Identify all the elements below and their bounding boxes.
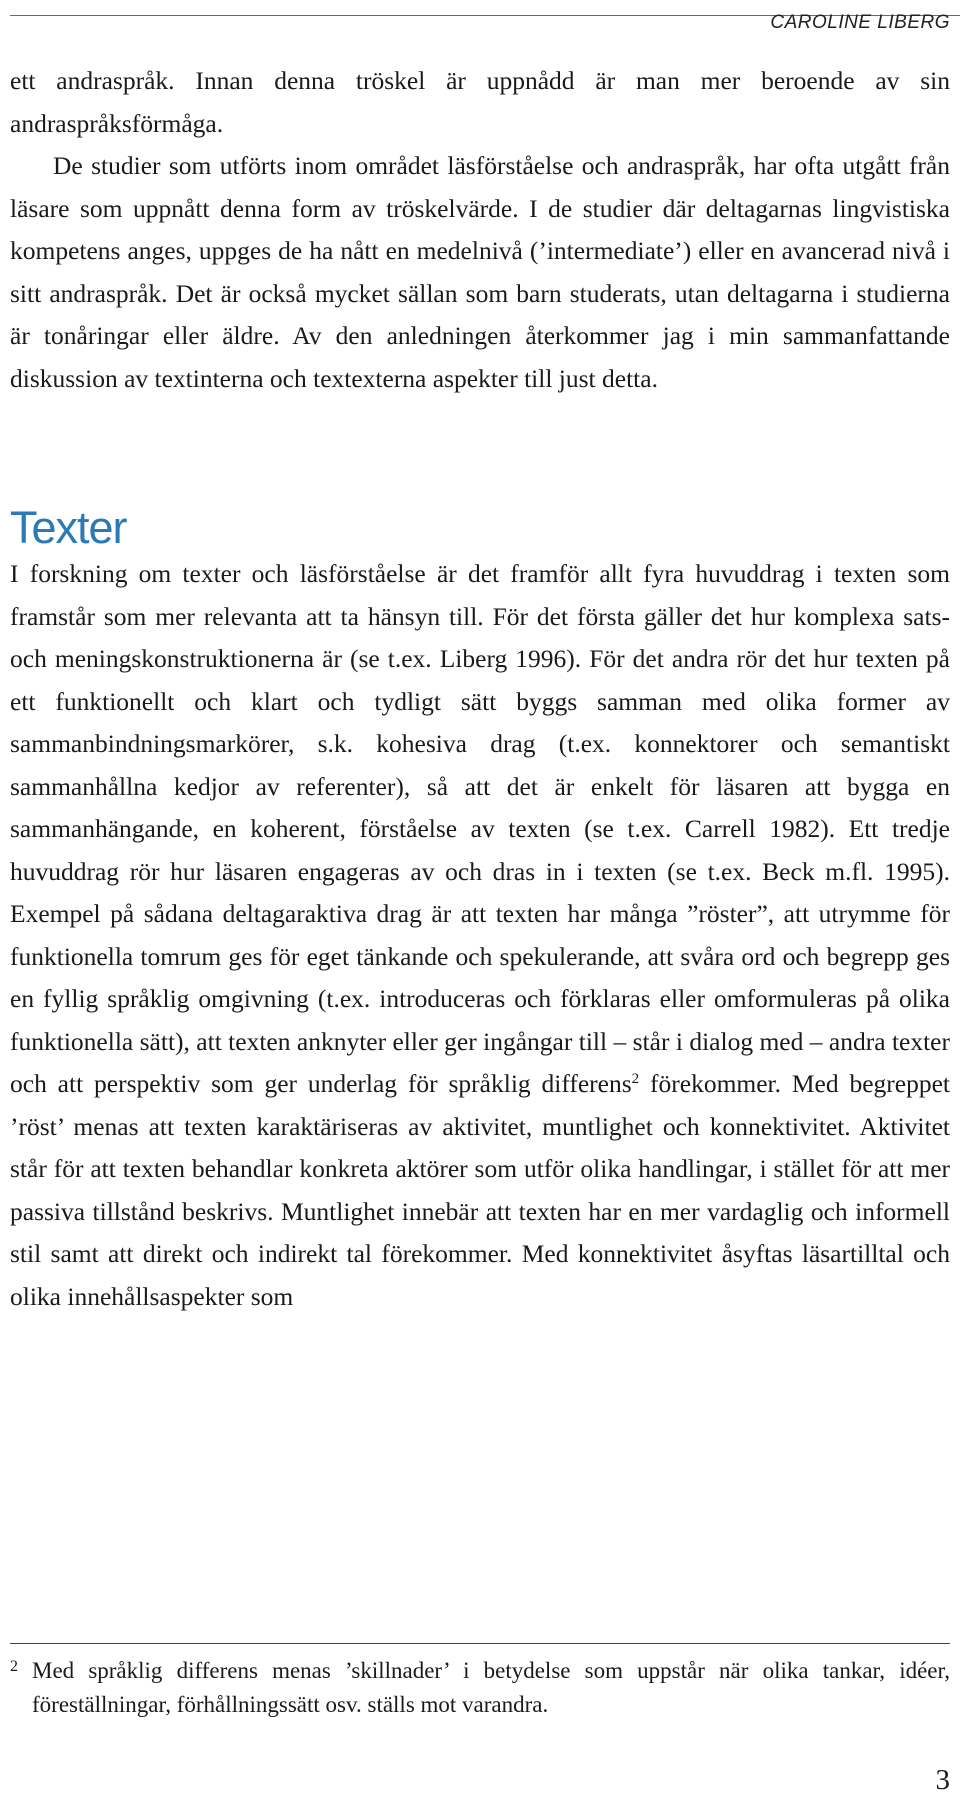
footnote xyxy=(10,1654,950,1722)
footnote-rule xyxy=(10,1643,950,1644)
running-head: CAROLINE LIBERG xyxy=(770,12,950,33)
footnote-number: 2 xyxy=(10,1658,18,1675)
section-heading: Texter xyxy=(10,502,127,553)
footnote-text: Med språklig differens menas ’skillnader’ i betydelse som uppstår när olika tankar, idéer, föreställningar, förhållningssätt osv. ställs mot varandra. xyxy=(32,1658,950,1717)
paragraph-intro-1: ett andraspråk. Innan denna tröskel är uppnådd är man mer beroende av sin andraspråksförmåga. xyxy=(10,66,950,138)
footnote-reference[interactable]: 2 xyxy=(631,1071,640,1087)
paragraph-intro-2: De studier som utförts inom området läsförståelse och andraspråk, har ofta utgått från läsare som uppnått denna form av tröskelvärde. I de studier där deltagarnas lingvistiska kompetens anges, uppges de ha nått en medelnivå (’intermediate’) eller en avancerad nivå i sitt andraspråk. Det är också mycket sällan som barn studerats, utan deltagarna i studierna är tonåringar eller äldre. Av den anledningen återkommer jag i min sammanfattande diskussion av textinterna och textexterna aspekter till just detta. xyxy=(10,151,950,393)
page-number: 3 xyxy=(935,1764,950,1796)
header-rule xyxy=(10,12,960,33)
section-paragraph xyxy=(10,553,950,1318)
section-text-part-2: förekommer. Med begreppet ’röst’ menas att texten karaktäriseras av aktivitet, muntlighet och konnektivitet. Aktivitet står för att texten behandlar konkreta aktörer som utför olika handlingar, i stället för att mer passiva tillstånd beskrivs. Muntlighet innebär att texten har en mer vardaglig och informell stil samt att direkt och indirekt tal förekommer. Med konnektivitet åsyftas läsartilltal och olika innehållsaspekter som xyxy=(10,1069,950,1311)
page-body xyxy=(10,60,950,1318)
section-text-part-1: I forskning om texter och läsförståelse är det framför allt fyra huvuddrag i texten som framstår som mer relevanta att ta hänsyn till. För det första gäller det hur komplexa sats- och meningskonstruktionerna är (se t.ex. Liberg 1996). För det andra rör det hur texten på ett funktionellt och klart och tydligt sätt byggs samman med olika former av sammanbindningsmarkörer, s.k. kohesiva drag (t.ex. konnektorer och semantiskt sammanhållna kedjor av referenter), så att det är enkelt för läsaren att bygga en sammanhängande, en koherent, förståelse av texten (se t.ex. Carrell 1982). Ett tredje huvuddrag rör hur läsaren engageras av och dras in i texten (se t.ex. Beck m.fl. 1995). Exempel på sådana deltagaraktiva drag är att texten har många ”röster”, att utrymme för funktionella tomrum ges för eget tänkande och spekulerande, att svåra ord och begrepp ges en fyllig språklig omgivning (t.ex. introduceras och förklaras eller omformuleras på olika funktionella sätt), att texten anknyter eller ger ingångar till – står i dialog med – andra texter och att perspektiv som ger underlag för språklig differens xyxy=(10,559,950,1098)
